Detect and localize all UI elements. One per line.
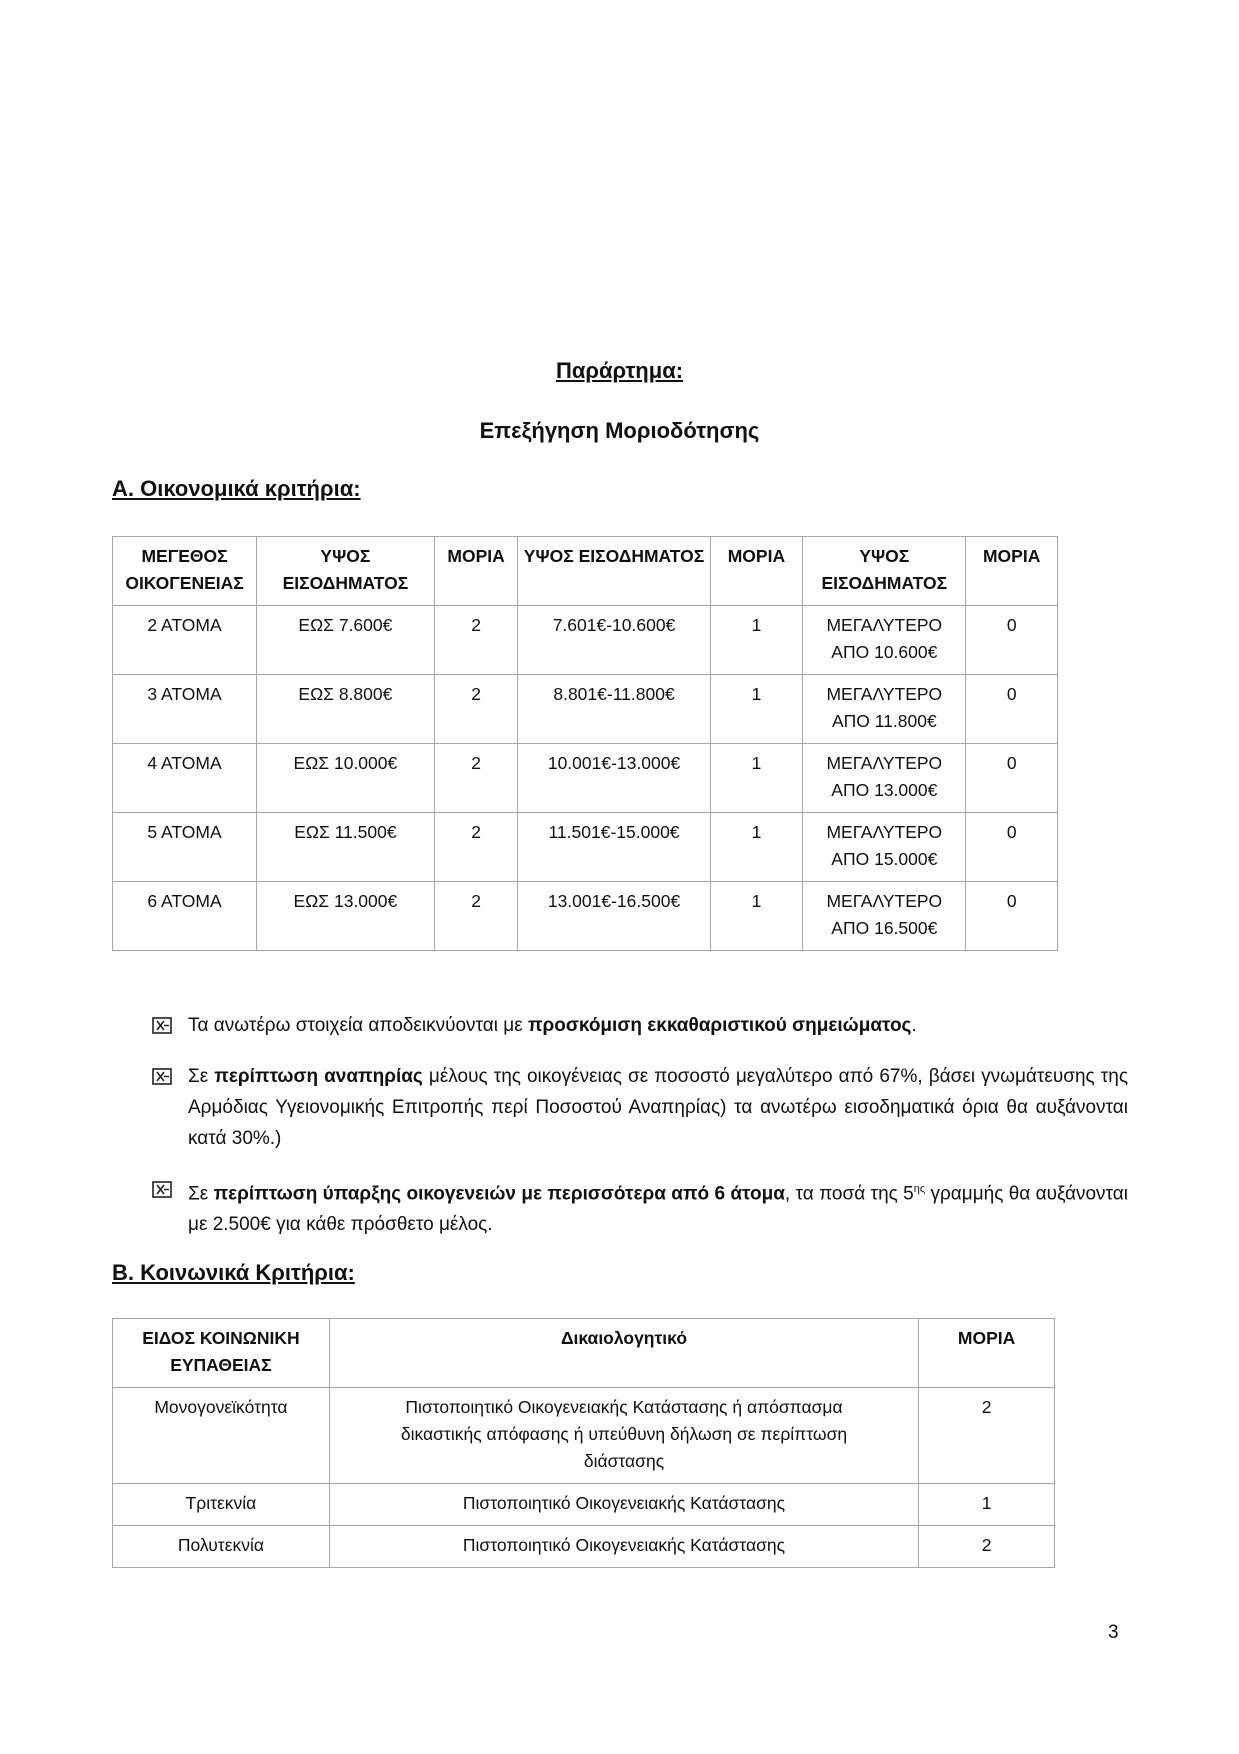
table-cell: 7.601€-10.600€: [518, 606, 710, 675]
table-cell: 4 ΑΤΟΜΑ: [113, 744, 257, 813]
checkbox-x-icon: [152, 1068, 172, 1085]
table-cell: Πιστοποιητικό Οικογενειακής Κατάστασης: [329, 1484, 918, 1526]
note-item: [152, 1010, 1128, 1041]
table-cell: 0: [966, 744, 1058, 813]
note-text: Σε: [188, 1183, 214, 1205]
table-header-row: [113, 537, 1058, 606]
table-cell: 2: [434, 606, 518, 675]
table-cell: 2: [434, 744, 518, 813]
note-text: γραμμής θα αυξάνονται με 2.500€ για κάθε πρόσθετο μέλος.: [188, 1183, 1128, 1236]
page-number: 3: [1108, 1622, 1119, 1643]
note-superscript: ης: [913, 1183, 926, 1195]
checkbox-x-icon: [152, 1181, 172, 1198]
note-text: μέλους της οικογένειας σε ποσοστό μεγαλύτερο από 67%, βάσει γνωμάτευσης της Αρμόδιας Υγειονομικής Επιτροπής περί Ποσοστού Αναπηρίας) τα ανωτέρω εισοδηματικά όρια θα αυξάνονται κατά 30%.): [188, 1066, 1128, 1149]
table-cell: ΕΩΣ 8.800€: [257, 675, 435, 744]
header-family-size: ΜΕΓΕΘΟΣ ΟΙΚΟΓΕΝΕΙΑΣ: [113, 537, 257, 606]
table-row: [113, 606, 1058, 675]
header-income: ΥΨΟΣ ΕΙΣΟΔΗΜΑΤΟΣ: [518, 537, 710, 606]
table-cell: 2: [434, 882, 518, 951]
table-row: [113, 675, 1058, 744]
table-cell: ΜΕΓΑΛΥΤΕΡΟ ΑΠΟ 10.600€: [803, 606, 966, 675]
table-cell: 5 ΑΤΟΜΑ: [113, 813, 257, 882]
table-cell: Μονογονεϊκότητα: [113, 1388, 330, 1484]
table-cell: 1: [710, 882, 803, 951]
table-cell: 1: [919, 1484, 1055, 1526]
note-text: , τα ποσά της 5: [784, 1183, 914, 1205]
note-bold: περίπτωση ύπαρξης οικογενειών με περισσότερα από 6 άτομα: [213, 1183, 785, 1205]
table-cell: Τριτεκνία: [113, 1484, 330, 1526]
table-cell: 2: [434, 813, 518, 882]
table-row: [113, 1526, 1055, 1568]
table-cell: 6 ΑΤΟΜΑ: [113, 882, 257, 951]
page-subheading: Επεξήγηση Μοριοδότησης: [479, 418, 760, 443]
table-cell: ΕΩΣ 13.000€: [257, 882, 435, 951]
table-cell: 1: [710, 675, 803, 744]
table-cell: 2: [434, 675, 518, 744]
section-a-title: Α. Οικονομικά κριτήρια:: [112, 476, 361, 501]
header-vulnerability-type: ΕΙΔΟΣ ΚΟΙΝΩΝΙΚΗ ΕΥΠΑΘΕΙΑΣ: [113, 1319, 330, 1388]
header-income: ΥΨΟΣ ΕΙΣΟΔΗΜΑΤΟΣ: [257, 537, 435, 606]
page-heading: Παράρτημα:: [555, 358, 684, 383]
table-cell: ΜΕΓΑΛΥΤΕΡΟ ΑΠΟ 11.800€: [803, 675, 966, 744]
table-cell: ΕΩΣ 11.500€: [257, 813, 435, 882]
table-cell: 0: [966, 675, 1058, 744]
header-points: ΜΟΡΙΑ: [434, 537, 518, 606]
table-cell: 13.001€-16.500€: [518, 882, 710, 951]
note-bold: προσκόμιση εκκαθαριστικού σημειώματος: [527, 1015, 912, 1036]
financial-criteria-table: [112, 536, 1058, 951]
note-bold: περίπτωση αναπηρίας: [214, 1066, 423, 1087]
table-cell: 8.801€-11.800€: [518, 675, 710, 744]
table-cell: Πολυτεκνία: [113, 1526, 330, 1568]
table-cell: 2: [919, 1526, 1055, 1568]
table-cell: 2: [919, 1388, 1055, 1484]
note-text: .: [911, 1015, 917, 1036]
section-b-title: Β. Κοινωνικά Κριτήρια:: [112, 1260, 355, 1285]
table-cell: 1: [710, 813, 803, 882]
table-row: [113, 1388, 1055, 1484]
notes-list: [152, 1010, 1128, 1260]
table-cell: 11.501€-15.000€: [518, 813, 710, 882]
table-cell: Πιστοποιητικό Οικογενειακής Κατάστασης: [329, 1526, 918, 1568]
table-cell: ΜΕΓΑΛΥΤΕΡΟ ΑΠΟ 15.000€: [803, 813, 966, 882]
table-cell: 0: [966, 606, 1058, 675]
header-points: ΜΟΡΙΑ: [710, 537, 803, 606]
table-cell: Πιστοποιητικό Οικογενειακής Κατάστασης ή απόσπασμα δικαστικής απόφασης ή υπεύθυνη δήλωση σε περίπτωση διάστασης: [329, 1388, 918, 1484]
social-criteria-table: [112, 1318, 1055, 1568]
note-text: Σε: [188, 1066, 215, 1087]
table-cell: 1: [710, 744, 803, 813]
table-cell: 2 ΑΤΟΜΑ: [113, 606, 257, 675]
table-cell: ΜΕΓΑΛΥΤΕΡΟ ΑΠΟ 13.000€: [803, 744, 966, 813]
table-cell: 1: [710, 606, 803, 675]
table-cell: ΕΩΣ 7.600€: [257, 606, 435, 675]
note-text: Τα ανωτέρω στοιχεία αποδεικνύονται με: [188, 1015, 528, 1036]
table-cell: 3 ΑΤΟΜΑ: [113, 675, 257, 744]
table-row: [113, 744, 1058, 813]
table-cell: 0: [966, 882, 1058, 951]
table-row: [113, 813, 1058, 882]
checkbox-x-icon: [152, 1017, 172, 1034]
table-cell: 10.001€-13.000€: [518, 744, 710, 813]
header-points: ΜΟΡΙΑ: [919, 1319, 1055, 1388]
note-item: [152, 1174, 1128, 1240]
header-income: ΥΨΟΣ ΕΙΣΟΔΗΜΑΤΟΣ: [803, 537, 966, 606]
table-cell: ΜΕΓΑΛΥΤΕΡΟ ΑΠΟ 16.500€: [803, 882, 966, 951]
table-header-row: [113, 1319, 1055, 1388]
header-document: Δικαιολογητικό: [329, 1319, 918, 1388]
table-cell: ΕΩΣ 10.000€: [257, 744, 435, 813]
table-row: [113, 882, 1058, 951]
table-row: [113, 1484, 1055, 1526]
header-points: ΜΟΡΙΑ: [966, 537, 1058, 606]
note-item: [152, 1061, 1128, 1154]
table-cell: 0: [966, 813, 1058, 882]
